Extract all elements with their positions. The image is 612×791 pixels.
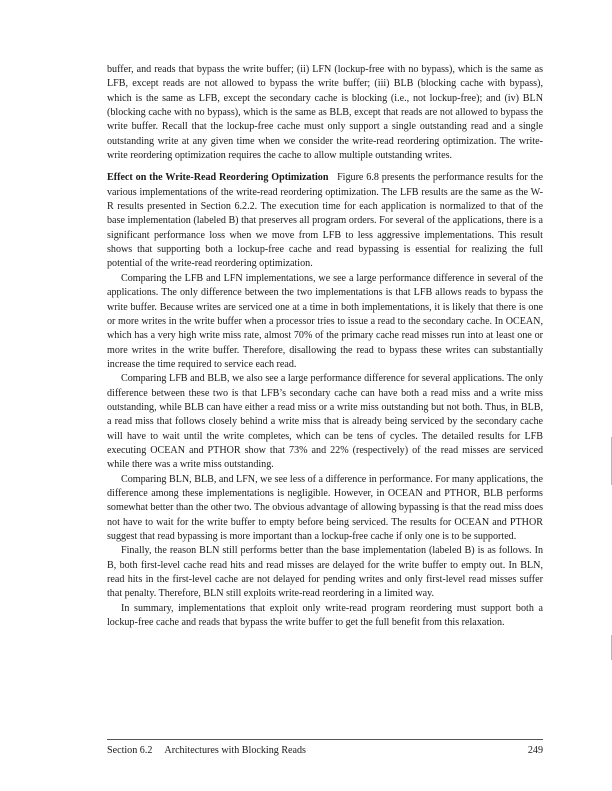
page-body (107, 63, 543, 630)
page-footer (107, 744, 543, 757)
paragraph-bln-blb-lfn: Comparing BLN, BLB, and LFN, we see less of a difference in performance. For many applications, the difference among these implementations is negligible. However, in OCEAN and PTHOR, BLB performs somewhat better than the other two. The obvious advantage of allowing bypassing is that the read miss does not have to wait for the write buffer to empty before being serviced. The results for OCEAN and PTHOR suggest that read bypassing is more important than a lockup-free cache if only one is to be supported. (107, 473, 543, 542)
paragraph-lfb-lfn: Comparing the LFB and LFN implementations, we see a large performance difference in several of the applications. The only difference between the two implementations is that LFB allows reads to bypass the write buffer. Because writes are serviced one at a time in both implementations, it is likely that there is one or more writes in the write buffer when a processor tries to issue a read to the secondary cache. In OCEAN, which has a very high write miss rate, almost 70% of the primary cache read misses run into at least one or more writes in the write buffer. Therefore, disallowing the read to bypass these writes can substantially increase the time required to service each read. (107, 272, 543, 370)
paragraph-text: Figure 6.8 presents the performance results for the various implementations of the write-read reordering optimization. The LFB results are the same as the W-R results presented in Section 6.2.2. The execution time for each application is normalized to that of the base implementation (labeled B) that preserves all program orders. For several of the applications, there is a significant performance loss when we move from LFB to less aggressive implementations. This result shows that supporting both a lockup-free cache and read bypassing is essential for realizing the full potential of the write-read reordering optimization. (107, 172, 543, 270)
paragraph-summary: In summary, implementations that exploit only write-read program reordering must support both a lockup-free cache and reads that bypass the write buffer to get the full benefit from this relaxation. (107, 602, 543, 629)
run-in-heading: Effect on the Write-Read Reordering Optimization (107, 172, 329, 184)
section-title: Architectures with Blocking Reads (164, 745, 306, 756)
paragraph-bln-vs-base: Finally, the reason BLN still performs better than the base implementation (labeled B) is as follows. In B, both first-level cache read hits and read misses are delayed for the write buffer to empty out. In BLN, read hits in the first-level cache are not delayed for pending writes and only first-level read misses suffer that penalty. Therefore, BLN still exploits write-read reordering in a limited way. (107, 545, 543, 600)
paragraph-lfb-blb: Comparing LFB and BLB, we also see a large performance difference for several applications. The only difference between these two is that LFB’s secondary cache can have both a read miss and a write miss outstanding, while BLB can have either a read miss or a write miss outstanding but not both. Thus, in BLB, a read miss that follows closely behind a write miss that is already being serviced by the secondary cache will have to wait until the write completes, which can be tens of cycles. The detailed results for LFB executing OCEAN and PTHOR show that 73% and 22% (respectively) of the read misses are serviced while there was a write miss outstanding. (107, 373, 543, 471)
running-footer (107, 744, 306, 757)
paragraph-write-read-effect (107, 171, 543, 271)
paragraph-continuation: buffer, and reads that bypass the write buffer; (ii) LFN (lockup-free with no bypass), which is the same as LFB, except reads are not allowed to bypass the write buffer; (iii) BLB (blocking cache with bypass), which is the same as LFB, except the secondary cache is blocking (i.e., not lockup-free); and (iv) BLN (blocking cache with no bypass), which is the same as BLB, except that reads are not allowed to bypass the write buffer. Recall that the lockup-free cache must only support a single outstanding read and a single outstanding write at any given time when we consider the write-read reordering optimization. The write-write reordering optimization requires the cache to allow multiple outstanding writes. (107, 64, 543, 162)
footer-rule (107, 739, 543, 740)
section-number: Section 6.2 (107, 745, 153, 756)
page-number: 249 (527, 745, 543, 756)
